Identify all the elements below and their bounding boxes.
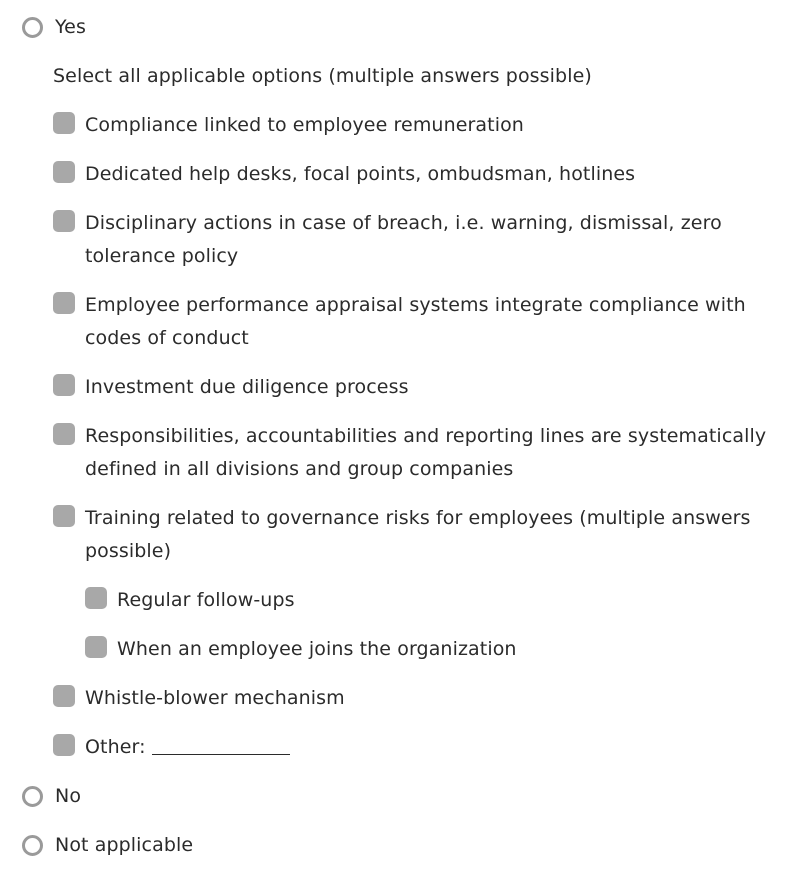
checkbox[interactable] <box>53 374 75 396</box>
checkbox[interactable] <box>53 734 75 756</box>
checkbox-item[interactable] <box>53 420 778 486</box>
option-yes[interactable] <box>22 11 86 44</box>
checkbox-item[interactable] <box>53 289 758 355</box>
checkbox-label: When an employee joins the organization <box>117 638 517 660</box>
checkbox-label: Dedicated help desks, focal points, ombudsman, hotlines <box>85 163 636 185</box>
checkbox-item[interactable] <box>53 109 763 142</box>
checkbox[interactable] <box>53 292 75 314</box>
sub-checkbox-item[interactable] <box>85 633 745 666</box>
checkbox-label: Training related to governance risks for employees (multiple answers possible) <box>85 507 751 562</box>
checkbox-label: Disciplinary actions in case of breach, i.e. warning, dismissal, zero tolerance policy <box>85 212 722 267</box>
instruction-text: Select all applicable options (multiple answers possible) <box>53 65 592 87</box>
option-not-applicable[interactable] <box>22 829 193 862</box>
yes-radio[interactable] <box>22 17 43 38</box>
checkbox-item[interactable] <box>53 207 733 273</box>
checkbox-label: Regular follow-ups <box>117 589 295 611</box>
checkbox-label: Other: <box>85 736 146 758</box>
checkbox-label: Responsibilities, accountabilities and reporting lines are systematically defined in all divisions and group companies <box>85 425 767 480</box>
checkbox-item[interactable] <box>53 682 763 715</box>
yes-label: Yes <box>55 16 86 38</box>
sub-checkbox-item[interactable] <box>85 584 745 617</box>
checkbox-label: Investment due diligence process <box>85 376 409 398</box>
checkbox-label: Whistle-blower mechanism <box>85 687 345 709</box>
checkbox-item[interactable] <box>53 158 763 191</box>
checkbox[interactable] <box>53 161 75 183</box>
checkbox[interactable] <box>53 423 75 445</box>
not-applicable-radio[interactable] <box>22 835 43 856</box>
checkbox[interactable] <box>85 587 107 609</box>
no-radio[interactable] <box>22 786 43 807</box>
checkbox-label: Employee performance appraisal systems integrate compliance with codes of conduct <box>85 294 746 349</box>
option-no[interactable] <box>22 780 81 813</box>
no-label: No <box>55 785 82 807</box>
not-applicable-label: Not applicable <box>55 834 194 856</box>
checkbox[interactable] <box>53 685 75 707</box>
checkbox-item[interactable] <box>53 371 763 404</box>
checkbox-label: Compliance linked to employee remuneration <box>85 114 524 136</box>
checkbox[interactable] <box>85 636 107 658</box>
checkbox[interactable] <box>53 210 75 232</box>
checkbox[interactable] <box>53 505 75 527</box>
checkbox[interactable] <box>53 112 75 134</box>
checkbox-item-other[interactable] <box>53 731 763 764</box>
checkbox-item-training[interactable] <box>53 502 768 568</box>
other-text-input[interactable] <box>152 734 290 755</box>
